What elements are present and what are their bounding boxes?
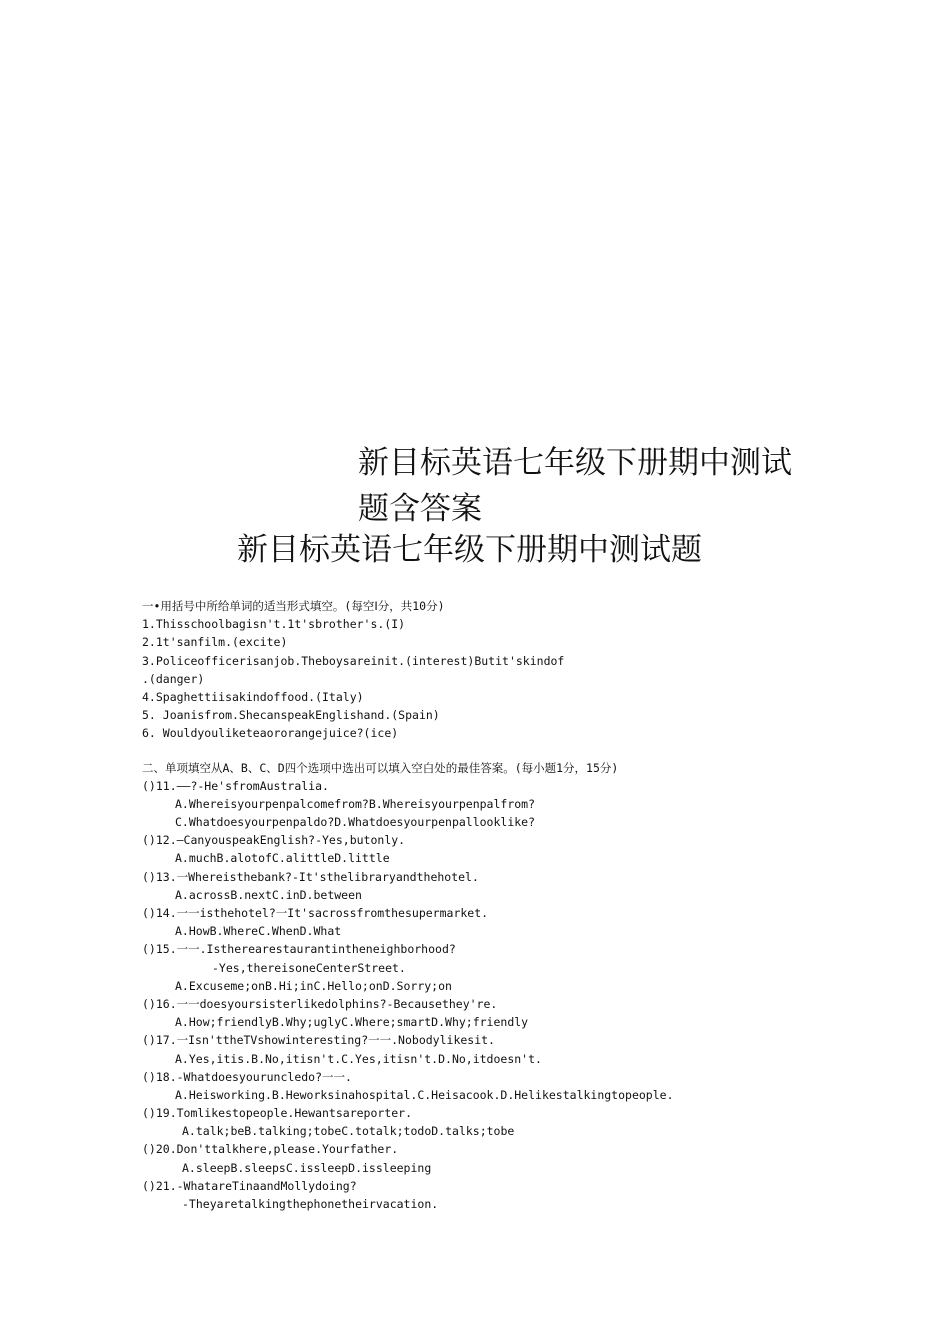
section-1-heading: 一•用括号中所给单词的适当形式填空。(每空Ⅰ分，共10分) [142, 599, 445, 613]
question-3: 3.Policeofficerisanjob.Theboysareinit.(interest)Butit'skindof [142, 653, 565, 668]
question-11-options-cd: C.Whatdoesyourpenpaldo?D.Whatdoesyourpenpallooklike? [175, 815, 536, 830]
question-17-options: A.Yes,itis.B.No,itisn't.C.Yes,itisn't.D.No,itdoesn't. [175, 1051, 542, 1066]
question-14-options: A.HowB.WhereC.WhenD.What [175, 924, 342, 939]
exam-body [142, 597, 922, 1213]
question-14: ()14.一一isthehotel?一It'sacrossfromthesupermarket. [142, 906, 489, 920]
question-6: 6. Wouldyouliketeaororangejuice?(ice) [142, 726, 399, 741]
question-17: ()17.一Isn'ttheTVshowinteresting?一一.Nobodylikesit. [142, 1033, 495, 1048]
question-18: ()18.-Whatdoesyouruncledo?一一. [142, 1069, 352, 1084]
question-1: 1.Thisschoolbagisn't.1t'sbrother's.(I) [142, 617, 406, 632]
question-12-options: A.muchB.alotofC.alittleD.little [175, 851, 390, 866]
question-11-options-ab: A.Whereisyourpenpalcomefrom?B.Whereisyourpenpalfrom? [175, 796, 536, 811]
document-title-line-2: 题含答案 [358, 491, 482, 527]
question-21-reply: -Theyaretalkingthephonetheirvacation. [182, 1197, 439, 1211]
question-13: ()13.一Whereisthebank?-It'sthelibraryandthehotel. [142, 869, 479, 884]
document-title [358, 440, 792, 532]
question-11: ()11.——?-He'sfromAustralia. [142, 778, 329, 793]
document-title-line-1: 新目标英语七年级下册期中测试 [358, 445, 792, 481]
question-15: ()15.一一.Istherearestaurantintheneighborhood? [142, 942, 456, 957]
section-2-heading: 二、单项填空从A、B、C、D四个选项中选出可以填入空白处的最佳答案。(每小题1分，15分) [142, 760, 619, 775]
question-3-cont: .(danger) [142, 671, 205, 686]
question-16-options: A.How;friendlyB.Why;uglyC.Where;smartD.Why;friendly [175, 1015, 529, 1030]
question-5: 5. Joanisfrom.ShecanspeakEnglishand.(Spain) [142, 708, 440, 723]
question-16: ()16.一一doesyoursisterlikedolphins?-Becausethey're. [142, 996, 498, 1011]
document-subtitle: 新目标英语七年级下册期中测试题 [237, 532, 702, 568]
question-21: ()21.-WhatareTinaandMollydoing? [142, 1178, 357, 1193]
question-19-options: A.talk;beB.talking;tobeC.totalk;todoD.talks;tobe [182, 1124, 515, 1139]
question-4: 4.Spaghettiisakindoffood.(Italy) [142, 689, 364, 704]
question-15-options: A.Excuseme;onB.Hi;inC.Hello;onD.Sorry;on [175, 978, 452, 993]
question-19: ()19.Tomlikestopeople.Hewantsareporter. [142, 1106, 413, 1121]
question-20-options: A.sleepB.sleepsC.issleepD.issleeping [182, 1160, 432, 1175]
question-15-reply: -Yes,thereisoneCenterStreet. [212, 960, 406, 975]
question-18-options: A.Heisworking.B.Heworksinahospital.C.Heisacook.D.Helikestalkingtopeople. [175, 1087, 674, 1102]
section-1 [142, 597, 922, 743]
question-13-options: A.acrossB.nextC.inD.between [175, 887, 362, 902]
section-2 [142, 759, 922, 1214]
question-12: ()12.—CanyouspeakEnglish?-Yes,butonly. [142, 833, 406, 848]
question-2: 2.1t'sanfilm.(excite) [142, 635, 288, 650]
question-20: ()20.Don'ttalkhere,please.Yourfather. [142, 1142, 399, 1157]
